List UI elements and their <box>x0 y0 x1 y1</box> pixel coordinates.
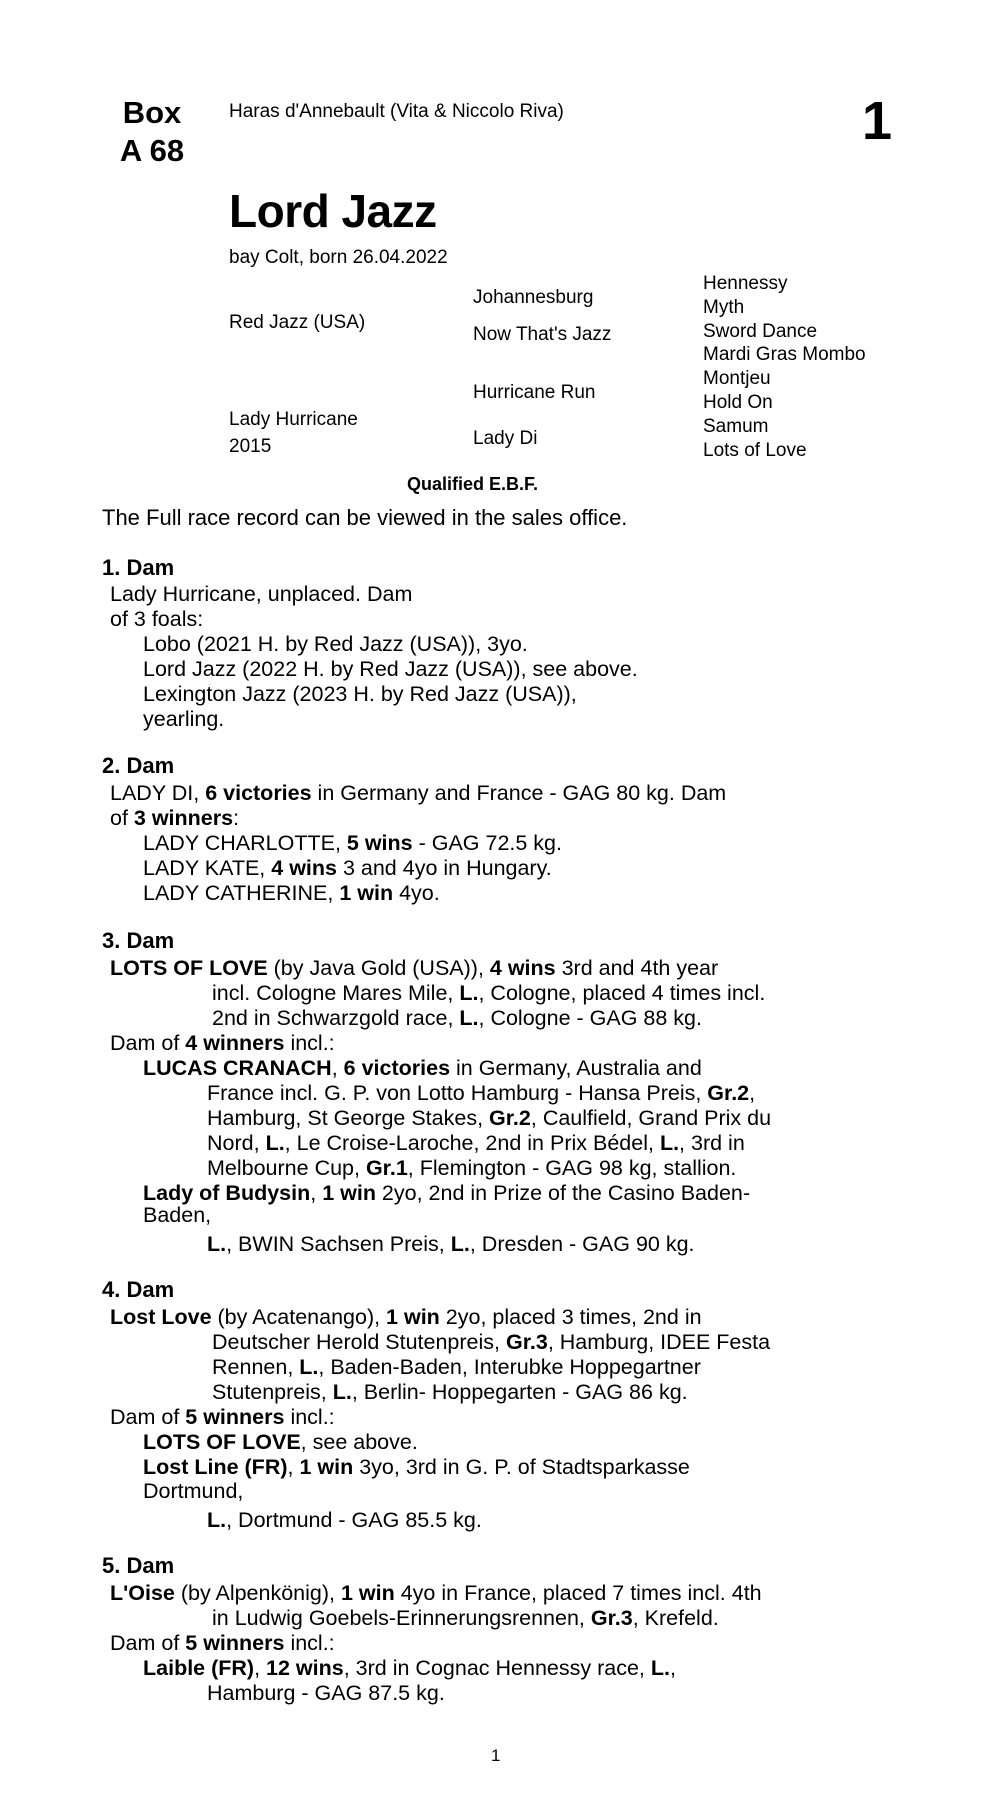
race-record-note: The Full race record can be viewed in the sales office. <box>102 505 628 530</box>
dam-2-line: of 3 winners: <box>110 806 240 830</box>
box-line-2: A 68 <box>119 133 185 168</box>
pedigree-dam-year: 2015 <box>229 436 272 457</box>
lady-of-budysin-line: Lady of Budysin, 1 win 2yo, 2nd in Prize of the Casino Baden- <box>143 1181 751 1205</box>
dam-5-heading: 5. Dam <box>102 1553 175 1578</box>
box-line-1: Box <box>122 95 182 130</box>
dam-2-line: LADY DI, 6 victories in Germany and France - GAG 80 kg. Dam <box>110 781 727 805</box>
horse-description: bay Colt, born 26.04.2022 <box>229 247 448 268</box>
lot-number: 1 <box>862 91 893 151</box>
dam-3-dam-of: Dam of 4 winners incl.: <box>110 1031 335 1055</box>
foal-entry: Lord Jazz (2022 H. by Red Jazz (USA)), see above. <box>143 657 638 681</box>
pedigree-dam: Lady Hurricane <box>229 409 358 430</box>
dam-4-heading: 4. Dam <box>102 1277 175 1302</box>
breeder: Haras d'Annebault (Vita & Niccolo Riva) <box>229 101 564 122</box>
horse-name: Lord Jazz <box>229 185 437 237</box>
ancestor: Mardi Gras Mombo <box>703 344 866 366</box>
ancestor: Myth <box>703 296 745 318</box>
dam-1-heading: 1. Dam <box>102 555 175 580</box>
dam-5-continuation: in Ludwig Goebels-Erinnerungsrennen, Gr.3, Krefeld. <box>212 1606 719 1630</box>
foal-entry: Lobo (2021 H. by Red Jazz (USA)), 3yo. <box>143 632 528 656</box>
dam-1-line: Lady Hurricane, unplaced. Dam <box>110 582 413 606</box>
lucas-cranach-line: LUCAS CRANACH, 6 victories in Germany, Australia and <box>143 1056 702 1080</box>
winner-entry: LADY CHARLOTTE, 5 wins - GAG 72.5 kg. <box>143 831 562 855</box>
dam-1-text <box>110 582 638 732</box>
ancestor: Hennessy <box>703 273 788 294</box>
lady-of-budysin-line: L., BWIN Sachsen Preis, L., Dresden - GAG 90 kg. <box>207 1232 695 1256</box>
ancestor: Samum <box>703 415 769 437</box>
dam-3-continuation: incl. Cologne Mares Mile, L., Cologne, placed 4 times incl. 2nd in Schwarzgold race, L., Cologne - GAG 88 kg. <box>212 981 766 1030</box>
dam-4-continuation: Rennen, L., Baden-Baden, Interubke Hoppegartner <box>212 1355 701 1379</box>
laible-line: Laible (FR), 12 wins, 3rd in Cognac Hennessy race, L., <box>143 1656 676 1680</box>
foal-entry: yearling. <box>143 707 225 731</box>
winner-entry: LOTS OF LOVE, see above. <box>143 1430 418 1454</box>
lady-of-budysin-line: Baden, <box>143 1203 212 1227</box>
dam-4-continuation: Stutenpreis, L., Berlin- Hoppegarten - GAG 86 kg. <box>212 1380 688 1404</box>
qualified-ebf: Qualified E.B.F. <box>407 474 539 494</box>
lucas-cranach-line: Nord, L., Le Croise-Laroche, 2nd in Prix Bédel, L., 3rd in <box>207 1131 745 1155</box>
pedigree-dam-dam: Lady Di <box>473 428 538 449</box>
lost-line-line: L., Dortmund - GAG 85.5 kg. <box>207 1508 482 1532</box>
dam-4-dam-of: Dam of 5 winners incl.: <box>110 1405 335 1429</box>
laible-line: Hamburg - GAG 87.5 kg. <box>207 1681 445 1705</box>
pedigree-sire: Red Jazz (USA) <box>229 312 366 333</box>
lost-line-line: Lost Line (FR), 1 win 3yo, 3rd in G. P. of Stadtsparkasse <box>143 1455 690 1479</box>
lucas-cranach-line: France incl. G. P. von Lotto Hamburg - Hansa Preis, Gr.2, <box>207 1081 756 1105</box>
winner-entry: LADY KATE, 4 wins 3 and 4yo in Hungary. <box>143 856 552 880</box>
dam-4-continuation: Deutscher Herold Stutenpreis, Gr.3, Hamburg, IDEE Festa <box>212 1330 771 1354</box>
ancestor: Sword Dance <box>703 320 818 342</box>
box-label <box>102 94 202 170</box>
dam-4-main: Lost Love (by Acatenango), 1 win 2yo, placed 3 times, 2nd in <box>110 1305 702 1329</box>
lucas-cranach-line: Melbourne Cup, Gr.1, Flemington - GAG 98 kg, stallion. <box>207 1156 737 1180</box>
pedigree-dam-sire: Hurricane Run <box>473 382 596 403</box>
lucas-cranach-line: Hamburg, St George Stakes, Gr.2, Caulfield, Grand Prix du <box>207 1106 772 1130</box>
lost-line-line: Dortmund, <box>143 1479 244 1503</box>
dam-1-line: of 3 foals: <box>110 607 204 631</box>
dam-5-main: L'Oise (by Alpenkönig), 1 win 4yo in France, placed 7 times incl. 4th <box>110 1581 762 1605</box>
ancestor: Hold On <box>703 391 773 413</box>
pedigree-sire-sire: Johannesburg <box>473 287 594 308</box>
winner-list <box>110 831 726 906</box>
page-number: 1 <box>491 1746 501 1765</box>
dam-2-text <box>110 781 726 906</box>
dam-3-heading: 3. Dam <box>102 928 175 953</box>
winner-entry: LADY CATHERINE, 1 win 4yo. <box>143 881 440 905</box>
ancestor: Montjeu <box>703 368 771 390</box>
foal-entry: Lexington Jazz (2023 H. by Red Jazz (USA)), <box>143 682 577 706</box>
dam-2-heading: 2. Dam <box>102 753 175 778</box>
foal-list <box>110 632 638 732</box>
ancestor: Lots of Love <box>703 439 807 461</box>
pedigree-third-generation <box>703 272 866 462</box>
dam-3-main: LOTS OF LOVE (by Java Gold (USA)), 4 wins 3rd and 4th year <box>110 956 719 980</box>
dam-5-dam-of: Dam of 5 winners incl.: <box>110 1631 335 1655</box>
pedigree-sire-dam: Now That's Jazz <box>473 324 612 345</box>
